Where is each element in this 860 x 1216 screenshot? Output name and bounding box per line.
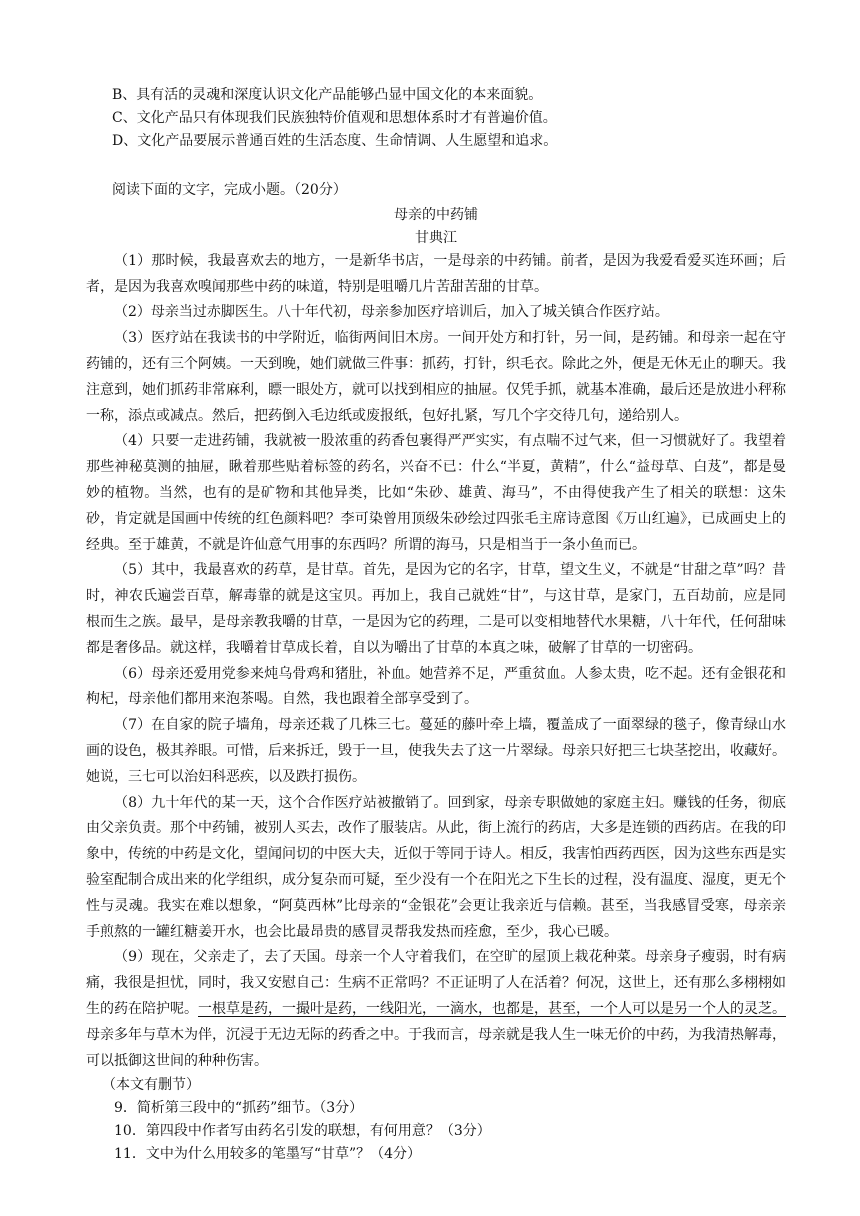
question-11: 11．文中为什么用较多的笔墨写“甘草”？（4分） (114, 1146, 422, 1163)
paragraph-1: （1）那时候，我最喜欢去的地方，一是新华书店，一是母亲的中药铺。前者，是因为我爱看爱买连环画；后者，是因为我喜欢嗅闻那些中药的味道，特别是咀嚼几片苦甜苦甜的甘草。 (86, 252, 786, 295)
paragraph-9-end: 母亲多年与草木为伴，沉浸于无边无际的药香之中。于我而言，母亲就是我人生一味无价的中药，为我清热解毒，可以抵御这世间的种种伤害。 (86, 1026, 786, 1069)
underlined-sentence: 一根草是药，一撮叶是药，一线阳光，一滴水，也都是，甚至，一个人可以是另一个人的灵芝。 (198, 1001, 786, 1017)
document-page (86, 84, 786, 1166)
paragraph-2: （2）母亲当过赤脚医生。八十年代初，母亲参加医疗培训后，加入了城关镇合作医疗站。 (114, 304, 669, 321)
option-d: D、文化产品要展示普通百姓的生活态度、生命情调、人生愿望和追求。 (112, 133, 558, 149)
article-title: 母亲的中药铺 (394, 207, 478, 224)
option-b: B、具有活的灵魂和深度认识文化产品能够凸显中国文化的本来面貌。 (112, 87, 543, 103)
question-9: 9．简析第三段中的“抓药”细节。（3分） (114, 1100, 364, 1117)
reading-instruction: 阅读下面的文字，完成小题。（20分） (112, 182, 347, 198)
deletion-note: （本文有删节） (102, 1077, 200, 1094)
paragraph-9 (86, 945, 786, 1074)
paragraph-6: （6）母亲还爱用党参来炖乌骨鸡和猪肚，补血。她营养不足，严重贫血。人参太贵，吃不起。还有金银花和枸杞，母亲他们都用来泡茶喝。自然，我也跟着全部享受到了。 (86, 665, 786, 708)
paragraph-5: （5）其中，我最喜欢的药草，是甘草。首先，是因为它的名字，甘草，望文生义，不就是“甘甜之草”吗？昔时，神农氏遍尝百草，解毒靠的就是这宝贝。再加上，我自己就姓“甘”，与这甘草，是家门，五百劫前，应是同根而生之族。最早，是母亲教我嚼的甘草，一是因为它的药理，二是可以变相地替代水果糖，八十年代，任何甜味都是奢侈品。就这样，我嚼着甘草成长着，自以为嚼出了甘草的本真之味，破解了甘草的一切密码。 (86, 562, 786, 656)
paragraph-7: （7）在自家的院子墙角，母亲还栽了几株三七。蔓延的藤叶牵上墙，覆盖成了一面翠绿的毯子，像青绿山水画的设色，极其养眼。可惜，后来拆迁，毁于一旦，使我失去了这一片翠绿。母亲只好把三七块茎挖出，收藏好。她说，三七可以治妇科恶疾，以及跌打损伤。 (86, 717, 786, 785)
paragraph-8: （8）九十年代的某一天，这个合作医疗站被撤销了。回到家，母亲专职做她的家庭主妇。赚钱的任务，彻底由父亲负责。那个中药铺，被别人买去，改作了服装店。从此，街上流行的药店，大多是连锁的西药店。在我的印象中，传统的中药是文化，望闻问切的中医大夫，近似于等同于诗人。相反，我害怕西药西医，因为这些东西是实验室配制合成出来的化学组织，成分复杂而可疑，至少没有一个在阳光之下生长的过程，没有温度、湿度，更无个性与灵魂。我实在难以想象，“阿莫西林”比母亲的“金银花”会更让我亲近与信赖。甚至，当我感冒受寒，母亲亲手煎熬的一罐红糖姜开水，也会比最昂贵的感冒灵帮我发热而痊愈，至少，我心已暖。 (86, 794, 786, 940)
article-author: 甘典江 (415, 229, 457, 246)
paragraph-9-start: （9）现在，父亲走了，去了天国。母亲一个人守着我们，在空旷的屋顶上栽花种菜。母亲身子瘦弱，时有病痛，我很是担忧，同时，我又安慰自己：生病不正常吗？不正证明了人在活着？何况，这世上，还有那么多栩栩如生的药在陪护呢。 (86, 949, 786, 1017)
question-10: 10．第四段中作者写由药名引发的联想，有何用意？（3分） (114, 1123, 491, 1140)
paragraph-3: （3）医疗站在我读书的中学附近，临街两间旧木房。一间开处方和打针，另一间，是药铺。和母亲一起在守药铺的，还有三个阿姨。一天到晚，她们就做三件事：抓药，打针，织毛衣。除此之外，便是无休无止的聊天。我注意到，她们抓药非常麻利，瞟一眼处方，就可以找到相应的抽屉。仅凭手抓，就基本准确，最后还是放进小秤称一称，添点或减点。然后，把药倒入毛边纸或废报纸，包好扎紧，写几个字交待几句，递给别人。 (86, 330, 786, 424)
paragraph-4: （4）只要一走进药铺，我就被一股浓重的药香包裹得严严实实，有点喘不过气来，但一习惯就好了。我望着那些神秘莫测的抽屉，瞅着那些贴着标签的药名，兴奋不已：什么“半夏，黄精”，什么“益母草、白芨”，都是曼妙的植物。当然，也有的是矿物和其他异类，比如“朱砂、雄黄、海马”，不由得使我产生了相关的联想：这朱砂，肯定就是国画中传统的红色颜料吧？李可染曾用顶级朱砂绘过四张毛主席诗意图《万山红遍》，已成画史上的经典。至于雄黄，不就是许仙意气用事的东西吗？所谓的海马，只是相当于一条小鱼而已。 (86, 433, 786, 553)
option-c: C、文化产品只有体现我们民族独特价值观和思想体系时才有普遍价值。 (112, 110, 557, 126)
